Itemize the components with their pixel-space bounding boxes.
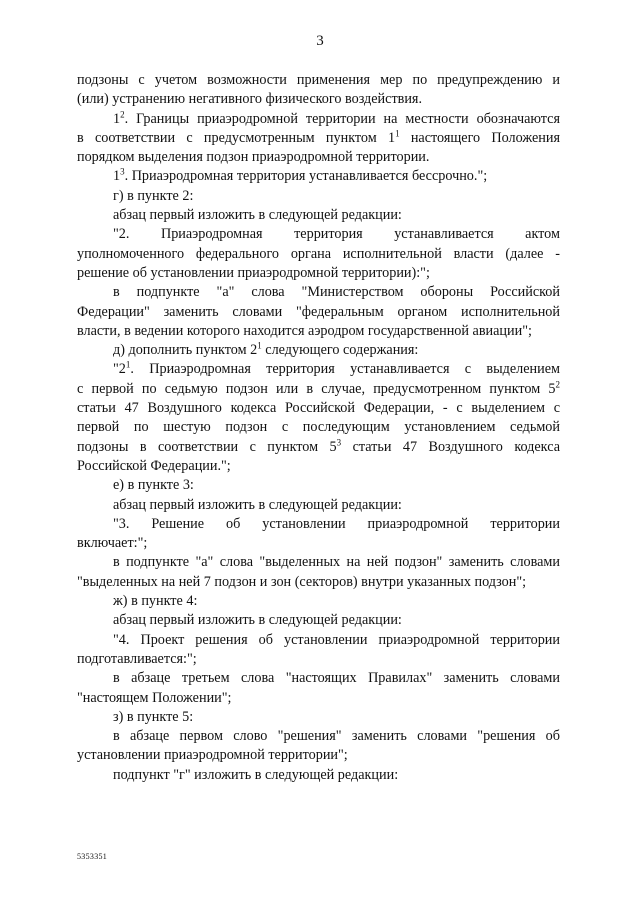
text-line xyxy=(77,496,560,515)
text-segment: настоящего Положения xyxy=(399,129,560,146)
text-segment: 1 xyxy=(113,110,121,127)
text-line xyxy=(77,129,560,148)
text-segment: е) в пункте 3: xyxy=(113,477,194,494)
text-line xyxy=(77,476,560,495)
superscript: 1 xyxy=(395,128,400,139)
text-segment: статьи 47 Воздушного кодекса xyxy=(341,438,560,455)
superscript: 3 xyxy=(120,166,125,177)
text-segment: в подпункте "а" слова "Министерством обороны Российской xyxy=(113,284,560,301)
text-segment: в соответствии с предусмотренным пунктом 1 xyxy=(77,129,396,146)
text-line xyxy=(77,611,560,630)
text-line xyxy=(77,746,560,765)
text-line xyxy=(77,631,560,650)
text-segment: с первой по седьмую подзон или в случае, предусмотренном пунктом 5 xyxy=(77,380,556,397)
text-segment: подпункт "г" изложить в следующей редакции: xyxy=(113,766,399,783)
text-line xyxy=(77,515,560,534)
text-segment: порядком выделения подзон приаэродромной территории. xyxy=(77,149,430,166)
text-segment: "2 xyxy=(113,361,126,378)
document-body xyxy=(77,71,560,785)
text-line xyxy=(77,110,560,129)
text-segment: первой по шестую подзон с последующим установлением седьмой xyxy=(77,419,560,436)
text-segment: абзац первый изложить в следующей редакции: xyxy=(113,496,402,513)
text-segment: ж) в пункте 4: xyxy=(113,593,198,610)
superscript: 2 xyxy=(555,379,560,390)
text-segment: . Границы приаэродромной территории на местности обозначаются xyxy=(124,110,560,127)
text-segment: установлении приаэродромной территории"; xyxy=(77,747,348,764)
text-line xyxy=(77,303,560,322)
text-segment: абзац первый изложить в следующей редакции: xyxy=(113,207,402,224)
text-segment: "4. Проект решения об установлении приаэродромной территории xyxy=(113,631,560,648)
text-segment: "настоящем Положении"; xyxy=(77,689,232,706)
text-segment: з) в пункте 5: xyxy=(113,708,194,725)
superscript: 1 xyxy=(125,359,131,370)
text-segment: "выделенных на ней 7 подзон и зон (секторов) внутри указанных подзон"; xyxy=(77,573,527,590)
text-segment: власти, в ведении которого находится аэродром государственной авиации"; xyxy=(77,322,532,339)
document-code: 5353351 xyxy=(77,852,108,861)
text-line xyxy=(77,90,560,109)
text-segment: . Приаэродромная территория устанавливается бессрочно."; xyxy=(124,168,488,185)
text-line xyxy=(77,399,560,418)
text-segment: статьи 47 Воздушного кодекса Российской Федерации, - с выделением с xyxy=(77,400,560,417)
text-line xyxy=(77,283,560,302)
text-segment: подзоны в соответствии с пунктом 5 xyxy=(77,438,337,455)
text-segment: абзац первый изложить в следующей редакции: xyxy=(113,612,402,629)
text-line xyxy=(77,573,560,592)
text-line xyxy=(77,264,560,283)
text-line xyxy=(77,457,560,476)
superscript: 1 xyxy=(257,340,262,351)
superscript: 3 xyxy=(336,436,342,447)
text-line xyxy=(77,71,560,90)
text-line xyxy=(77,438,560,457)
text-segment: в подпункте "а" слова "выделенных на ней подзон" заменить словами xyxy=(113,554,560,571)
text-segment: Федерации" заменить словами "федеральным органом исполнительной xyxy=(77,303,560,320)
text-line xyxy=(77,187,560,206)
text-line xyxy=(77,592,560,611)
text-line xyxy=(77,225,560,244)
text-line xyxy=(77,534,560,553)
text-segment: в абзаце третьем слова "настоящих Правилах" заменить словами xyxy=(113,670,560,687)
text-line xyxy=(77,360,560,379)
text-line xyxy=(77,766,560,785)
text-line xyxy=(77,322,560,341)
text-segment: Российской Федерации."; xyxy=(77,457,231,474)
text-segment: решение об установлении приаэродромной территории):"; xyxy=(77,264,430,281)
text-line xyxy=(77,148,560,167)
text-line xyxy=(77,727,560,746)
text-segment: (или) устранению негативного физического воздействия. xyxy=(77,91,423,108)
text-segment: подзоны с учетом возможности применения мер по предупреждению и xyxy=(77,72,560,88)
text-segment: подготавливается:"; xyxy=(77,650,197,667)
text-line xyxy=(77,245,560,264)
superscript: 2 xyxy=(120,108,125,119)
page-number: 3 xyxy=(316,33,324,49)
text-line xyxy=(77,206,560,225)
text-line xyxy=(77,553,560,572)
text-segment: . Приаэродромная территория устанавливается с выделением xyxy=(130,361,560,378)
text-segment: "2. Приаэродромная территория устанавливается актом xyxy=(113,226,560,243)
text-line xyxy=(77,167,560,186)
text-segment: включает:"; xyxy=(77,535,148,552)
text-line xyxy=(77,341,560,360)
text-segment: 1 xyxy=(113,168,121,185)
text-line xyxy=(77,708,560,727)
text-line xyxy=(77,669,560,688)
text-segment: уполномоченного федерального органа исполнительной власти (далее - xyxy=(77,245,560,262)
text-segment: в абзаце первом слово "решения" заменить словами "решения об xyxy=(113,728,560,745)
text-segment: д) дополнить пунктом 2 xyxy=(113,342,258,359)
text-segment: "3. Решение об установлении приаэродромной территории xyxy=(113,515,560,532)
text-segment: г) в пункте 2: xyxy=(113,187,194,204)
text-line xyxy=(77,380,560,399)
text-segment: следующего содержания: xyxy=(261,342,419,359)
text-line xyxy=(77,689,560,708)
text-line xyxy=(77,650,560,669)
text-line xyxy=(77,418,560,437)
